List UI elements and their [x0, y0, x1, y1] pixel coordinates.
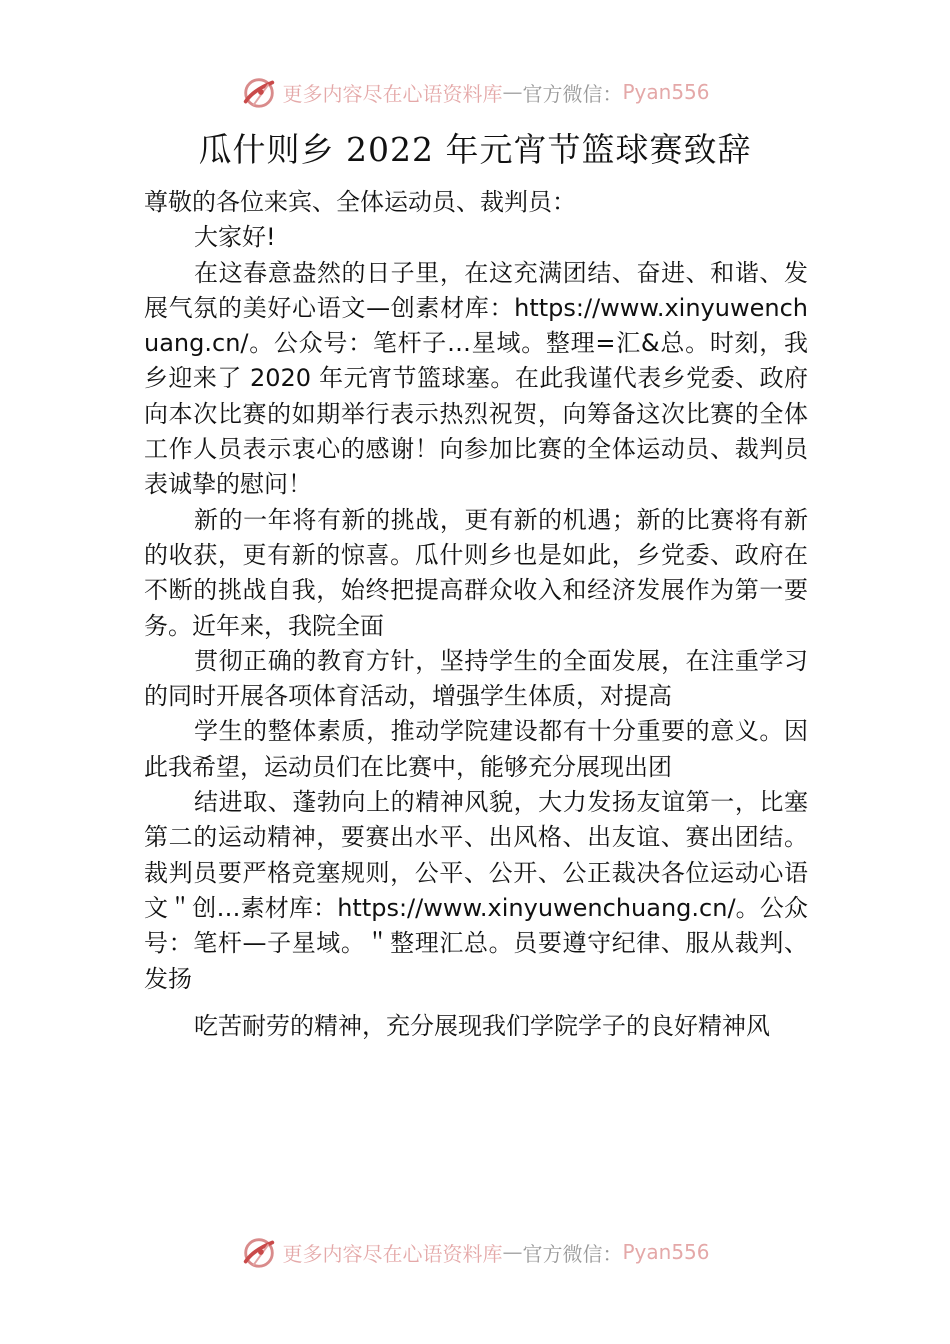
watermark-separator: —: [502, 80, 523, 104]
watermark-contact-label: 官方微信：: [522, 81, 623, 106]
document-title: 瓜什则乡 2022 年元宵节篮球赛致辞: [198, 130, 752, 169]
brand-logo-icon: [240, 1233, 278, 1271]
body-paragraph: 在这春意盎然的日子里，在这充满团结、奋进、和谐、发展气氛的美好心语文—创素材库：https://www.xinyuwenchuang.cn/。公众号：笔杆子…星域。整理=汇&总。时刻，我乡迎来了 2020 年元宵节篮球塞。在此我谨代表乡党委、政府向本次比赛的如期举行表示热烈祝贺，向筹备这次比赛的全体工作人员表示衷心的感谢！向参加比赛的全体运动员、裁判员表诚挚的慰问！: [144, 258, 808, 499]
body-paragraph: 新的一年将有新的挑战，更有新的机遇；新的比赛将有新的收获，更有新的惊喜。瓜什则乡也是如此，乡党委、政府在不断的挑战自我，始终把提高群众收入和经济发展作为第一要务。近年来，我院全面: [144, 505, 808, 640]
watermark-contact-id: Pyan556: [622, 80, 710, 104]
body-paragraph: 贯彻正确的教育方针，坚持学生的全面发展，在注重学习的同时开展各项体育活动，增强学生体质，对提高: [144, 646, 808, 711]
body-paragraph: 吃苦耐劳的精神，充分展现我们学院学子的良好精神风: [194, 1011, 770, 1040]
header-watermark: [0, 72, 950, 112]
watermark-contact-id: Pyan556: [622, 1240, 710, 1264]
watermark-separator: —: [502, 1240, 523, 1264]
body-paragraph: 结进取、蓬勃向上的精神风貌，大力发扬友谊第一，比塞第二的运动精神，要赛出水平、出风格、出友谊、赛出团结。裁判员要严格竞塞规则，公平、公开、公正裁决各位运动心语文＂创…素材库：https://www.xinyuwenchuang.cn/。公众号：笔杆—子星域。＂整理汇总。员要遵守纪律、服从裁判、发扬: [144, 788, 808, 993]
watermark-text: 更多内容尽在心语资料库: [282, 1241, 503, 1266]
watermark-text: 更多内容尽在心语资料库: [282, 81, 503, 106]
document-body: [144, 185, 808, 1044]
watermark-contact-label: 官方微信：: [522, 1241, 623, 1266]
greeting-paragraph: 大家好!: [194, 223, 276, 252]
body-paragraph: 学生的整体素质，推动学院建设都有十分重要的意义。因此我希望，运动员们在比赛中，能够充分展现出团: [144, 717, 808, 781]
salutation-paragraph: 尊敬的各位来宾、全体运动员、裁判员：: [144, 188, 576, 216]
brand-logo-icon: [240, 73, 278, 111]
footer-watermark: [0, 1232, 950, 1272]
